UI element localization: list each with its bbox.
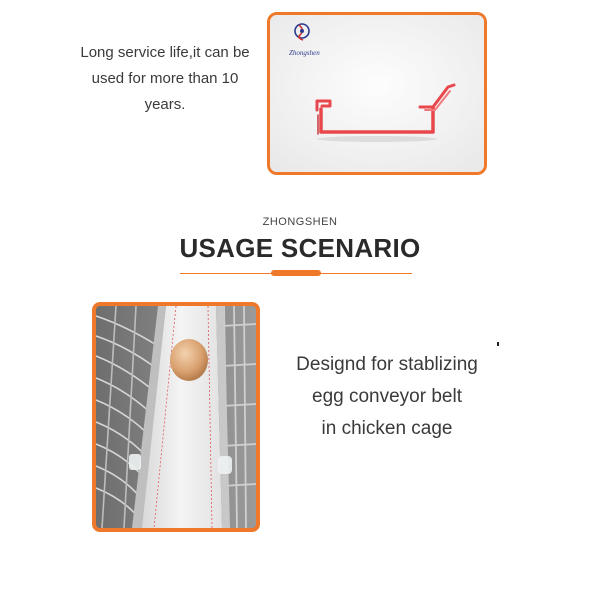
- stray-mark: [497, 342, 499, 346]
- section-title: USAGE SCENARIO: [179, 233, 421, 263]
- product-image-frame: [267, 12, 487, 175]
- belt-clip-left: [129, 454, 141, 470]
- belt-clip-right: [218, 456, 232, 474]
- feature-line-2: used for more than 10: [91, 70, 239, 87]
- egg: [170, 339, 208, 381]
- brand-name: ZHONGSHEN: [262, 216, 338, 228]
- chicken-cage-photo: [96, 306, 256, 528]
- scenario-line-1: Designd for stablizing: [296, 354, 478, 375]
- scenario-image-frame: [92, 302, 260, 532]
- scenario-line-2: egg conveyor belt: [312, 386, 462, 407]
- feature-line-3: years.: [144, 96, 186, 113]
- logo-text: Zhongshen: [289, 49, 320, 57]
- title-divider-accent: [271, 270, 321, 276]
- feature-description: [70, 40, 260, 118]
- scenario-line-3: in chicken cage: [321, 418, 453, 439]
- feature-line-1: Long service life,it can be: [80, 44, 250, 61]
- scenario-description: [282, 349, 492, 445]
- egg-belt-clip-image: [270, 15, 484, 172]
